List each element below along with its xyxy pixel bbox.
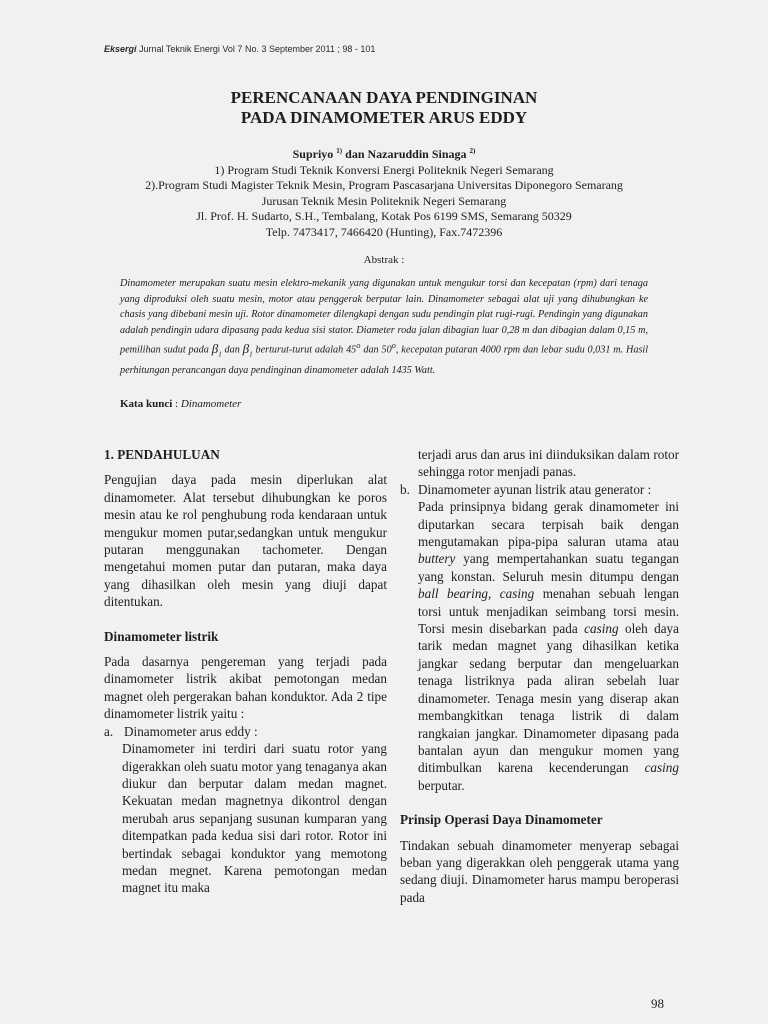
paper-title <box>0 88 768 128</box>
beta-symbol-2: $\beta_1$ <box>242 340 253 359</box>
abstract-heading: Abstrak : <box>363 254 405 266</box>
keywords-separator: : <box>172 398 181 410</box>
subsection-heading-prinsip-operasi: Prinsip Operasi Daya Dinamometer <box>400 812 603 828</box>
term-ball-bearing: ball bearing, casing <box>418 586 535 602</box>
author-names <box>0 144 768 163</box>
paragraph-dinamometer-listrik: Pada dasarnya pengereman yang terjadi pada dinamometer listrik akibat pemotongan medan magnet oleh pergerakan bahan konduktor. Ada 2 tipe dinamometer listrik yaitu : <box>104 654 387 722</box>
journal-citation: Jurnal Teknik Energi Vol 7 No. 3 September 2011 ; 98 - 101 <box>139 44 376 54</box>
list-title-b: Dinamometer ayunan listrik atau generator : <box>418 481 652 497</box>
list-item-a <box>104 723 387 740</box>
journal-brand: Eksergi <box>104 44 137 54</box>
section-heading-pendahuluan: 1. PENDAHULUAN <box>104 447 220 462</box>
abstract-text-5: , kecepatan putaran 4000 rpm dan lebar sudu 0,031 m. Hasil perhitungan perancangan daya pendinginan dinamometer adalah 1435 Watt. <box>120 344 649 376</box>
keywords <box>120 398 241 410</box>
paragraph-prinsip-operasi: Tindakan sebuah dinamometer menyerap sebagai beban yang digerakkan oleh penggerak utama yang sedang diuji. Dinamometer harus mampu beroperasi pada <box>400 837 679 905</box>
abstract-text-2: dan <box>224 344 240 356</box>
running-header <box>104 44 375 54</box>
keywords-value: Dinamometer <box>180 398 242 410</box>
degree-mark-2: o <box>391 340 396 351</box>
subsection-heading-dinamometer-listrik: Dinamometer listrik <box>104 628 219 644</box>
author-2-marker: 2) <box>469 147 476 155</box>
term-casing-2: casing <box>644 760 679 776</box>
paragraph-pendahuluan: Pengujian daya pada mesin diperlukan alat dinamometer. Alat tersebut dihubungkan ke poros mesin atau ke rol penghubung roda kendaraan untuk mengukur momen putar,sedangkan untuk mengukur putaran menggunakan tachometer. Dengan mengetahui momen putar dan putaran, maka daya yang dihasilkan oleh mesin yang diuji dapat ditentukan. <box>104 472 387 610</box>
beta-symbol-1: $\beta_1$ <box>211 340 222 359</box>
list-body-a: Dinamometer ini terdiri dari suatu rotor yang digerakkan oleh suatu motor yang tenaganya akan diukur dan berputar dalam medan magnet. Kekuatan medan magnetnya dikontrol dengan merubah arus sepanjang susunan kumparan yang ditempatkan pada kedua sisi dari rotor. Rotor ini bertindak sebagai konduktor yang memotong medan megnet. Karena pemotongan medan magnet itu maka <box>122 741 387 896</box>
left-column <box>104 446 387 897</box>
title-line-1: PERENCANAAN DAYA PENDINGINAN <box>230 88 538 107</box>
title-line-2: PADA DINAMOMETER ARUS EDDY <box>240 108 528 127</box>
author-2: Nazaruddin Sinaga <box>367 147 467 161</box>
list-body-b: Pada prinsipnya bidang gerak dinamometer ini diputarkan secara terpisah baik dengan mengutamakan pipa-pipa saluran utama atau buttery yang mempertahankan suatu tegangan yang konstan. Seluruh mesin ditumpu dengan ball bearing, casing menahan sebuah lengan torsi untuk menjadikan seimbang torsi mesin. Torsi mesin disebarkan pada casing oleh daya tarik medan magnet yang dihasilkan ketika jangkar sedang berputar dan mengeluarkan tenaga listriknya pada aliran sebelah luar dinamometer. Tenaga mesin yang diserap akan membangkitkan tenaga listrik di dalam rangkaian jangkar. Dinamometer dipasang pada bantalan ayun dan mengukur momen yang ditimbulkan karena kecenderungan casing berputar. <box>418 499 680 793</box>
term-casing-1: casing <box>584 621 619 637</box>
affiliation-2: 2).Program Studi Magister Teknik Mesin, Program Pascasarjana Universitas Diponegoro Semarang <box>145 178 623 192</box>
abstract-text-1: Dinamometer merupakan suatu mesin elektro-mekanik yang digunakan untuk mengukur torsi dan kecepatan (rpm) dari tenaga yang diproduksi oleh suatu mesin, motor atau penggerak berputar lain. Dinamometer sebagai alat uji yang dihubungkan ke chasis yang dibebani mesin uji. Rotor dinamometer dilengkapi dengan sudu pendingin plat rugi-rugi. Pendingin yang digunakan adalah pendingin udara dipasang pada kedua sisi stator. Diameter roda jalan dibagian luar 0,28 m dan dibagian dalam 0,15 m, pemilihan sudut pada <box>120 278 648 356</box>
list-item-b <box>400 481 679 498</box>
author-block <box>0 144 768 240</box>
affiliation-3: Jurusan Teknik Mesin Politeknik Negeri Semarang <box>261 193 507 208</box>
abstract-text-3: berturut-turut adalah 45 <box>255 344 357 356</box>
list-title-a: Dinamometer arus eddy : <box>124 723 258 739</box>
page-number: 98 <box>651 996 664 1011</box>
author-1-marker: 1) <box>336 147 343 155</box>
author-1: Supriyo <box>292 147 334 161</box>
phone: Telp. 7473417, 7466420 (Hunting), Fax.7472396 <box>265 224 503 239</box>
affiliation-1: 1) Program Studi Teknik Konversi Energi Politeknik Negeri Semarang <box>214 162 554 177</box>
address: Jl. Prof. H. Sudarto, S.H., Tembalang, Kotak Pos 6199 SMS, Semarang 50329 <box>196 209 572 223</box>
list-body-a-continued: terjadi arus dan arus ini diinduksikan dalam rotor sehingga rotor menjadi panas. <box>418 447 679 480</box>
degree-mark-1: o <box>356 340 361 351</box>
list-label-b: b. <box>400 481 410 497</box>
abstract-text-4: dan 50 <box>363 344 392 356</box>
right-column <box>400 446 679 906</box>
abstract-body <box>120 276 648 379</box>
author-connector: dan <box>345 147 365 161</box>
list-label-a: a. <box>104 723 114 739</box>
term-buttery: buttery <box>418 551 456 567</box>
keywords-label: Kata kunci <box>120 398 173 410</box>
